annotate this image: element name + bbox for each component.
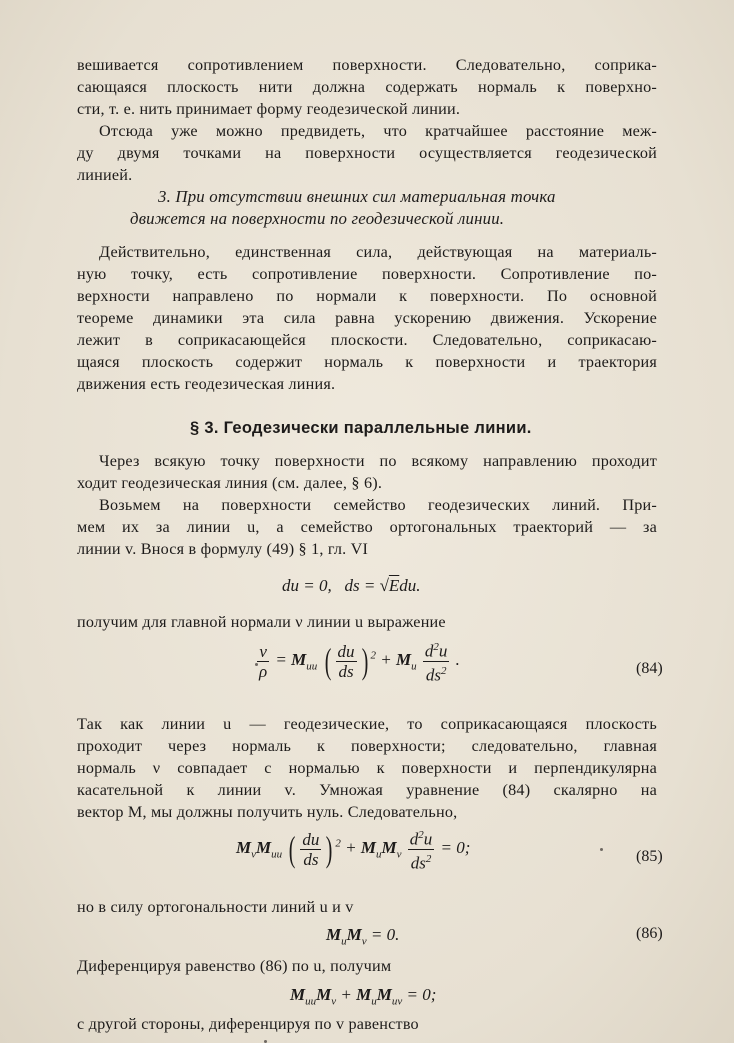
text-line: Действительно, единственная сила, действующая на материаль- (99, 243, 657, 261)
text-line: лежит в соприкасающейся плоскости. Следовательно, соприкасаю- (77, 331, 657, 349)
text-line: ду двумя точками на поверхности осуществляется геодезической (77, 144, 657, 162)
equation-85: $M_vM_{uu}$ ( $\frac{du}{ds}$ ) $^2 + M_uM_v$ $\frac{d^2u}{ds^2}$ = 0; (236, 826, 470, 872)
text-line: сти, т. е. нить принимает форму геодезической линии. (77, 100, 461, 118)
equation-number: (86) (636, 925, 663, 942)
equation-number: (84) (636, 660, 663, 677)
text-line: мем их за линии u, а семейство ортогональных траекторий — за (77, 518, 657, 536)
text-line: касательной к линии v. Умножая уравнение (84) скалярно на (77, 781, 657, 799)
text-line: линией. (77, 166, 133, 184)
equation-number: (85) (636, 848, 663, 865)
text-line: щаяся плоскость содержит нормаль к поверхности и траектория (77, 353, 657, 371)
text-line: получим для главной нормали ν линии u выражение (77, 613, 446, 631)
text-line: линии v. Внося в формулу (49) § 1, гл. VI (77, 540, 369, 558)
scan-speck (255, 663, 258, 666)
text-line: сающаяся плоскость нити должна содержать нормаль к поверхно- (77, 78, 657, 96)
text-line: вектор M, мы должны получить нуль. Следовательно, (77, 803, 458, 821)
text-line: движения есть геодезическая линия. (77, 375, 336, 393)
theorem-statement: движется на поверхности по геодезической линии. (130, 209, 505, 228)
text-line: теореме динамики эта сила равна ускорению движения. Ускорение (77, 309, 657, 327)
text-line: проходит через нормаль к поверхности; следовательно, главная (77, 737, 657, 755)
text-line: Отсюда уже можно предвидеть, что кратчайшее расстояние меж- (99, 122, 657, 140)
equation-86: $M_uM_v = 0$. (326, 925, 400, 948)
text-line: верхности направлено по нормали к поверхности. По основной (77, 287, 657, 305)
text-line: Диференцируя равенство (86) по u, получим (77, 957, 392, 975)
text-line: ходит геодезическая линия (см. далее, § 6). (77, 474, 383, 492)
formula-du-ds: du = 0, ds = √Edu. (282, 576, 421, 595)
text-line: нормаль ν совпадает с нормалью к поверхности и перпендикулярна (77, 759, 657, 777)
equation-derivative: $M_{uu}M_v + M_uM_{uv} = 0$; (290, 985, 437, 1008)
section-heading: § 3. Геодезически параллельные линии. (190, 419, 532, 437)
text-line: но в силу ортогональности линий u и v (77, 898, 354, 916)
text-line: вешивается сопротивлением поверхности. Следовательно, соприка- (77, 56, 657, 74)
equation-84: $\frac{\nu}{\rho}$ = $M_{uu}$ ( $\frac{du}{ds}$ ) $^2 + M_u$ $\frac{d^2u}{ds^2}$ . (255, 638, 460, 684)
text-line: с другой стороны, диференцируя по v равенство (77, 1015, 419, 1033)
text-line: Так как линии u — геодезические, то соприкасающаяся плоскость (77, 715, 657, 733)
scan-speck (600, 848, 603, 851)
text-line: Возьмем на поверхности семейство геодезических линий. При- (99, 496, 657, 514)
text-line: Через всякую точку поверхности по всякому направлению проходит (99, 452, 657, 470)
theorem-statement: 3. При отсутствии внешних сил материальная точка (158, 187, 556, 206)
text-line: ную точку, есть сопротивление поверхности. Сопротивление по- (77, 265, 657, 283)
